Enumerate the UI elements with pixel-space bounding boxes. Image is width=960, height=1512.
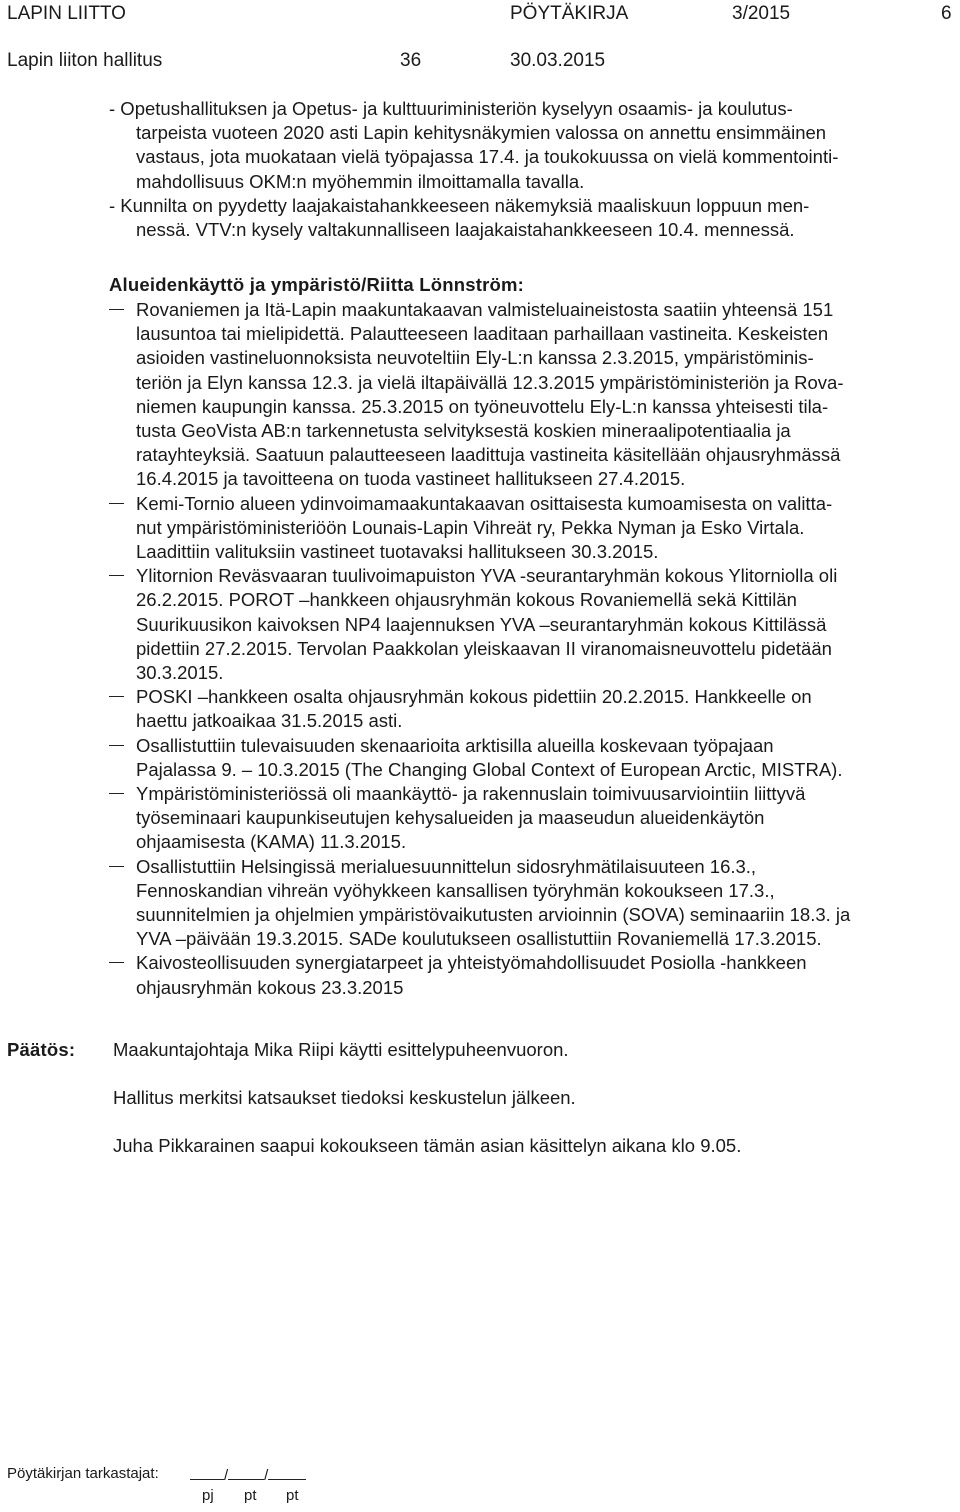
separator: / (264, 1467, 269, 1484)
dash-list (109, 298, 954, 1000)
section-heading: Alueidenkäyttö ja ympäristö/Riitta Lönnström: (109, 274, 525, 295)
meeting-body: Lapin liiton hallitus (7, 50, 163, 71)
text-line: 30.3.2015. (136, 662, 224, 684)
text-line: pidettiin 27.2.2015. Tervolan Paakkolan yleiskaavan II viranomaisneuvottelu pidetään (136, 637, 832, 659)
list-item (109, 855, 954, 952)
list-item (109, 685, 954, 733)
text-line: nessä. VTV:n kysely valtakunnalliseen laajakaistahankkeeseen 10.4. mennessä. (136, 219, 795, 241)
section-number: 36 (400, 50, 422, 71)
text-line: asioiden vastineluonnoksista neuvoteltiin Ely-L:n kanssa 2.3.2015, ympäristöminis- (136, 347, 814, 369)
text-line: Rovaniemen ja Itä-Lapin maakuntakaavan valmisteluaineistosta saatiin yhteensä 151 (136, 299, 834, 320)
text-line: Fennoskandian vihreän vyöhykkeen kansallisen työryhmän kokoukseen 17.3., (136, 879, 775, 901)
text-line: niemen kaupungin kanssa. 25.3.2015 on työneuvottelu Ely-L:n kanssa yhteisesti tila- (136, 395, 829, 417)
text-line: mahdollisuus OKM:n myöhemmin ilmoittamalla tavalla. (136, 170, 585, 192)
page-number: 6 (941, 3, 952, 24)
initials-pj: pj (202, 1487, 214, 1504)
dash-bullet (109, 962, 124, 963)
text-line: Kemi-Tornio alueen ydinvoimamaakuntakaavan osittaisesta kumoamisesta on valitta- (136, 492, 833, 514)
text-line: POSKI –hankkeen osalta ohjausryhmän kokous pidettiin 20.2.2015. Hankkeelle on (136, 686, 812, 708)
signature-line (228, 1465, 264, 1480)
text-line: vastaus, jota muokataan vielä työpajassa 17.4. ja toukokuussa on vielä kommentointi- (136, 146, 839, 168)
text-line: ratayhteyksiä. Saatuun palautteeseen laadittuja vastineita käsitellään ohjausryhmässä (136, 444, 841, 466)
document-number: 3/2015 (732, 3, 791, 24)
decision-paragraph: Juha Pikkarainen saapui kokoukseen tämän asian käsittelyn aikana klo 9.05. (113, 1135, 742, 1156)
list-item (109, 782, 954, 855)
decision-label: Päätös: (7, 1039, 76, 1060)
document-type: PÖYTÄKIRJA (510, 3, 629, 24)
text-line: nut ympäristöministeriöön Lounais-Lapin Vihreät ry, Pekka Nyman ja Esko Virtala. (136, 516, 805, 538)
text-line: 26.2.2015. POROT –hankkeen ohjausryhmän kokous Rovaniemellä sekä Kittilän (136, 589, 797, 611)
text-line: suunnitelmien ja ohjelmien ympäristövaikutusten arvioinnin (SOVA) seminaariin 18.3. ja (136, 904, 851, 926)
dash-bullet (109, 696, 124, 697)
text-line: ohjausryhmän kokous 23.3.2015 (136, 976, 404, 998)
signature-line (190, 1465, 224, 1480)
text-line: teriön ja Elyn kanssa 12.3. ja vielä iltapäivällä 12.3.2015 ympäristöministeriön ja Rova- (136, 371, 844, 393)
list-item (109, 734, 954, 782)
text-line: Ylitornion Reväsvaaran tuulivoimapuiston YVA -seurantaryhmän kokous Ylitorniolla oli (136, 565, 838, 587)
text-line: ohjaamisesta (KAMA) 11.3.2015. (136, 831, 407, 853)
list-item (109, 492, 954, 565)
intro-item (109, 97, 951, 194)
text-line: haettu jatkoaikaa 31.5.2015 asti. (136, 710, 403, 732)
initials-pt: pt (286, 1487, 299, 1504)
text-line: Ympäristöministeriössä oli maankäyttö- ja rakennuslain toimivuusarviointiin liittyvä (136, 783, 806, 805)
list-item (109, 951, 954, 999)
decision-paragraph: Hallitus merkitsi katsaukset tiedoksi keskustelun jälkeen. (113, 1087, 576, 1108)
intro-item (109, 194, 951, 242)
dash-bullet (109, 745, 124, 746)
text-line: - Kunnilta on pyydetty laajakaistahankkeeseen näkemyksiä maaliskuun loppuun men- (109, 195, 810, 216)
dash-bullet (109, 309, 124, 310)
text-line: Kaivosteollisuuden synergiatarpeet ja yhteistyömahdollisuudet Posiolla -hankkeen (136, 952, 807, 974)
dash-bullet (109, 793, 124, 794)
text-line: YVA –päivään 19.3.2015. SADe koulutukseen osallistuttiin Rovaniemellä 17.3.2015. (136, 928, 822, 950)
dash-bullet (109, 866, 124, 867)
list-item (109, 298, 954, 492)
text-line: Osallistuttiin Helsingissä merialuesuunnittelun sidosryhmätilaisuuteen 16.3., (136, 855, 757, 877)
text-line: tusta GeoVista AB:n tarkennetusta selvityksestä koskien mineraalipotentiaalia ja (136, 420, 791, 442)
separator: / (224, 1467, 229, 1484)
initials-pt: pt (244, 1487, 257, 1504)
text-line: - Opetushallituksen ja Opetus- ja kulttuuriministeriön kyselyyn osaamis- ja koulutus- (109, 98, 793, 119)
list-item (109, 564, 954, 685)
text-line: Suurikuusikon kaivoksen NP4 laajennuksen YVA –seurantaryhmän kokous Kittilässä (136, 613, 827, 635)
text-line: tarpeista vuoteen 2020 asti Lapin kehitysnäkymien valossa on annettu ensimmäinen (136, 122, 827, 144)
dash-bullet (109, 575, 124, 576)
dash-bullet (109, 503, 124, 504)
signature-line (268, 1465, 306, 1480)
text-line: lausuntoa tai mielipidettä. Palautteeseen laaditaan parhaillaan vastineita. Keskeisten (136, 323, 829, 345)
org-name: LAPIN LIITTO (7, 3, 126, 24)
text-line: työseminaari kaupunkiseutujen kehysalueiden ja maaseudun alueidenkäytön (136, 807, 765, 829)
text-line: Osallistuttiin tulevaisuuden skenaarioita arktisilla alueilla koskevaan työpajaan (136, 734, 774, 756)
meeting-date: 30.03.2015 (510, 50, 606, 71)
text-line: Laadittiin valituksiin vastineet tuotavaksi hallitukseen 30.3.2015. (136, 541, 659, 563)
reviewers-label: Pöytäkirjan tarkastajat: (7, 1465, 159, 1482)
text-line: Pajalassa 9. – 10.3.2015 (The Changing Global Context of European Arctic, MISTRA). (136, 758, 843, 780)
text-line: 16.4.2015 ja tavoitteena on tuoda vastineet hallitukseen 27.4.2015. (136, 468, 686, 490)
signature-fields (190, 1465, 306, 1484)
decision-paragraph: Maakuntajohtaja Mika Riipi käytti esittelypuheenvuoron. (113, 1039, 569, 1060)
